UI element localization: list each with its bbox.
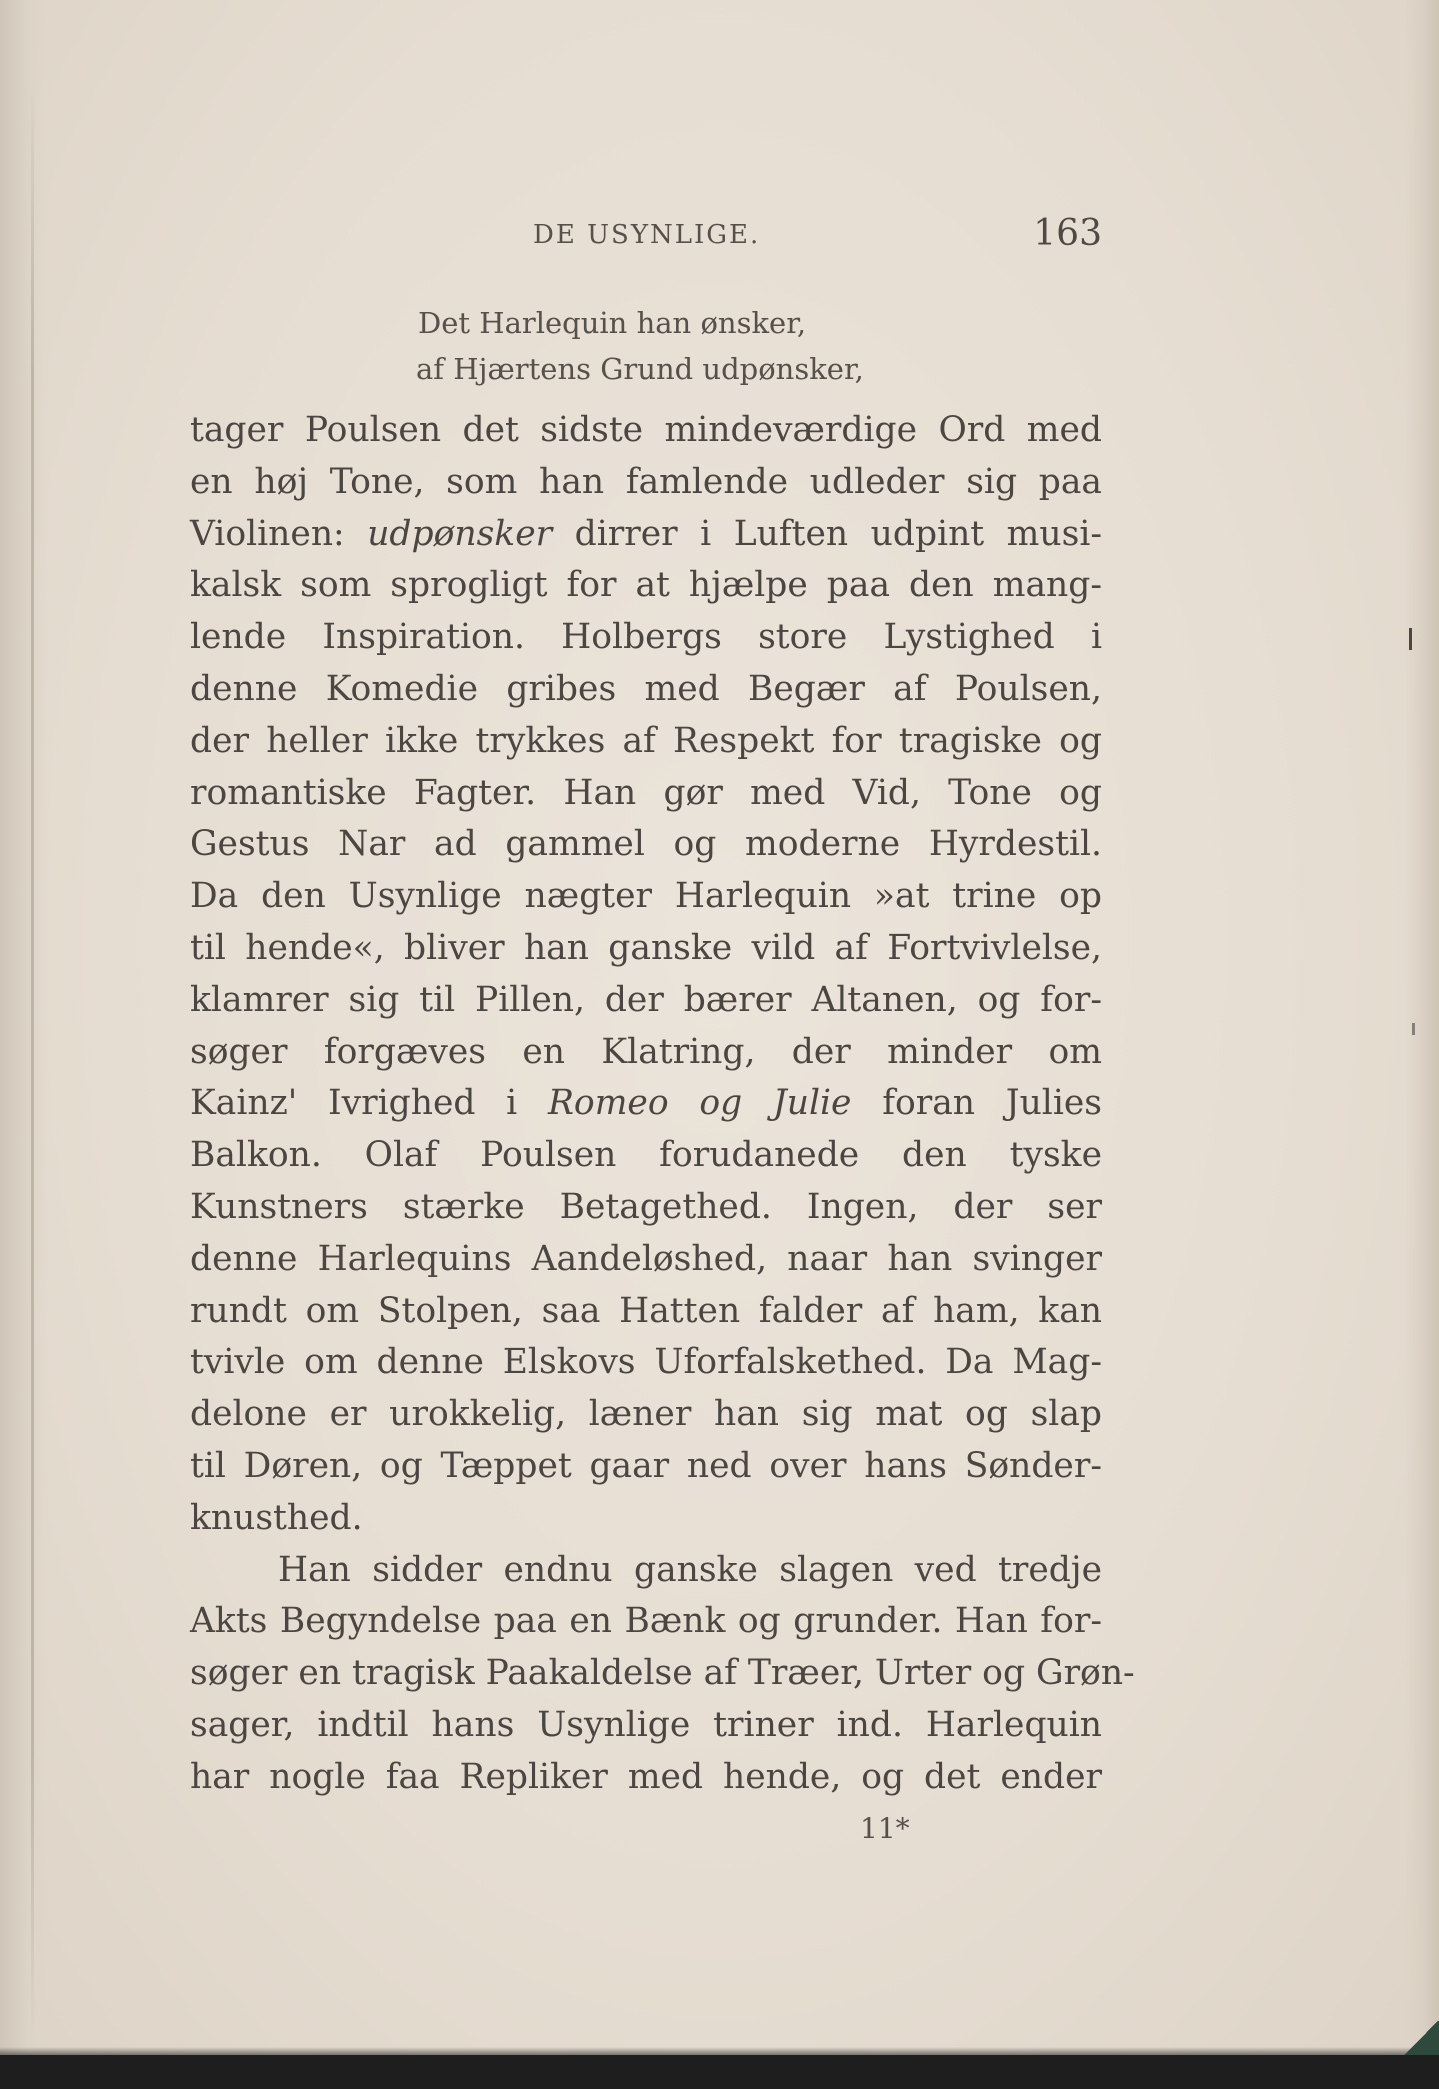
text-line: delone er urokkelig, læner han sig mat og slap [190, 1394, 1102, 1435]
scan-shadow [0, 2047, 1439, 2055]
italic-quote: udpønsker [367, 513, 553, 554]
running-title: DE USYNLIGE. [533, 220, 761, 250]
text-line: til hende«, bliver han ganske vild af Fortvivlelse, [190, 927, 1102, 968]
margin-mark [1409, 628, 1412, 650]
text-line: der heller ikke trykkes af Respekt for tragiske og [190, 720, 1102, 761]
margin-mark [1412, 1023, 1415, 1035]
verse-line: af Hjærtens Grund udpønsker, [416, 352, 864, 386]
text-line: tvivle om denne Elskovs Uforfalskethed. Da Mag- [190, 1342, 1102, 1383]
text-line: har nogle faa Repliker med hende, og det ender [190, 1756, 1102, 1797]
text-line: en høj Tone, som han famlende udleder sig paa [190, 461, 1102, 502]
text-line: denne Harlequins Aandeløshed, naar han svinger [190, 1238, 1102, 1279]
text-line: lende Inspiration. Holbergs store Lystighed i [190, 617, 1102, 658]
text-line: Han sidder endnu ganske slagen ved tredje [278, 1549, 1102, 1590]
text-fragment: dirrer i Luften udpint musi- [574, 513, 1103, 554]
italic-title: Romeo og Julie [547, 1083, 852, 1124]
text-line: klamrer sig til Pillen, der bærer Altanen, og for- [190, 979, 1102, 1020]
verse-quotation [418, 300, 1018, 392]
scan-border [0, 2055, 1439, 2089]
text-line: søger forgæves en Klatring, der minder om [190, 1031, 1102, 1072]
text-line: Da den Usynlige nægter Harlequin »at trine op [190, 876, 1102, 917]
text-line: tager Poulsen det sidste mindeværdige Ord med [190, 410, 1102, 450]
gutter-shadow [0, 0, 48, 2089]
gutter-line [31, 80, 34, 2040]
text-line: kalsk som sprogligt for at hjælpe paa den mang- [190, 565, 1102, 606]
text-line: romantiske Fagter. Han gør med Vid, Tone og [190, 772, 1102, 813]
text-line: denne Komedie gribes med Begær af Poulsen, [190, 668, 1102, 709]
verse-line: Det Harlequin han ønsker, [418, 306, 807, 340]
body-text [190, 405, 1135, 1804]
text-line: Gestus Nar ad gammel og moderne Hyrdestil. [190, 824, 1102, 865]
text-line: søger en tragisk Paakaldelse af Træer, Urter og Grøn- [190, 1653, 1135, 1694]
page-edge [1405, 0, 1439, 2089]
text-line [190, 509, 1102, 561]
text-line: Balkon. Olaf Poulsen forudanede den tyske [190, 1135, 1102, 1176]
text-fragment: foran Julies [882, 1083, 1102, 1124]
text-fragment: Violinen: [190, 513, 345, 554]
text-line: knusthed. [190, 1497, 363, 1538]
text-line: Kunstners stærke Betagethed. Ingen, der ser [190, 1186, 1102, 1227]
text-line: sager, indtil hans Usynlige triner ind. Harlequin [190, 1704, 1102, 1745]
running-head [190, 213, 1102, 263]
signature-mark: 11* [860, 1812, 910, 1845]
text-line: rundt om Stolpen, saa Hatten falder af ham, kan [190, 1290, 1102, 1331]
text-fragment: Kainz' Ivrighed i [190, 1083, 518, 1124]
text-line: til Døren, og Tæppet gaar ned over hans Sønder- [190, 1445, 1102, 1486]
text-line [190, 1078, 1102, 1130]
page-number: 163 [1033, 213, 1102, 254]
text-line: Akts Begyndelse paa en Bænk og grunder. Han for- [190, 1601, 1102, 1642]
corner-tab [1403, 2021, 1439, 2055]
